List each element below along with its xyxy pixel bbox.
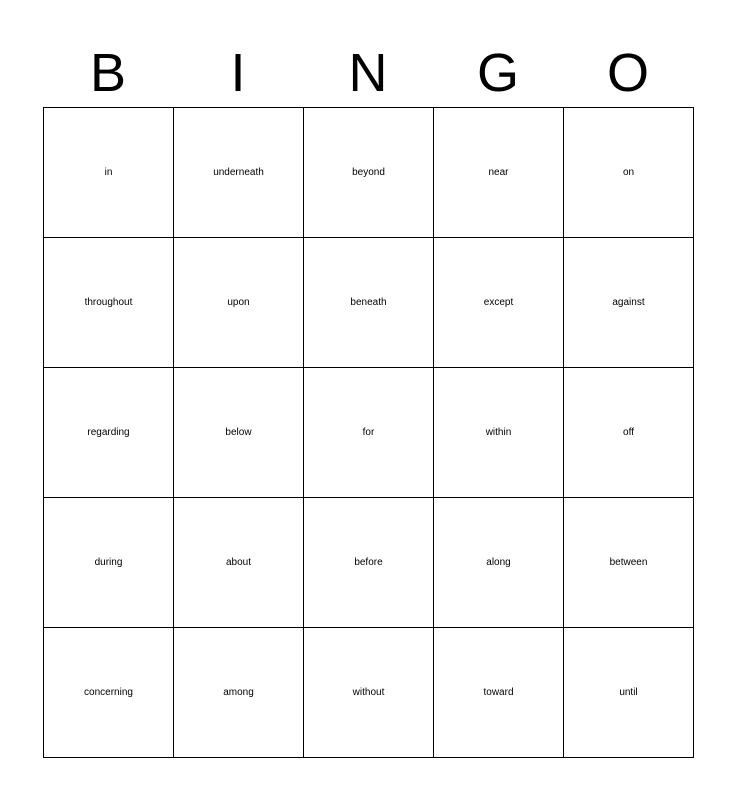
bingo-cell[interactable]: until	[563, 627, 694, 758]
bingo-cell[interactable]: within	[433, 367, 564, 498]
bingo-cell[interactable]: toward	[433, 627, 564, 758]
bingo-cell[interactable]: during	[43, 497, 174, 628]
bingo-cell[interactable]: throughout	[43, 237, 174, 368]
header-letter-n: N	[348, 43, 388, 103]
bingo-cell[interactable]: upon	[173, 237, 304, 368]
bingo-cell[interactable]: regarding	[43, 367, 174, 498]
bingo-board	[43, 107, 693, 757]
header-letter-g: G	[476, 43, 519, 103]
bingo-cell[interactable]: underneath	[173, 107, 304, 238]
bingo-cell[interactable]: for	[303, 367, 434, 498]
header-letter-b: B	[89, 43, 127, 103]
bingo-cell[interactable]: between	[563, 497, 694, 628]
bingo-cell[interactable]: on	[563, 107, 694, 238]
bingo-cell[interactable]: before	[303, 497, 434, 628]
bingo-cell[interactable]: near	[433, 107, 564, 238]
header-letter-i: I	[230, 43, 246, 103]
bingo-cell[interactable]: below	[173, 367, 304, 498]
bingo-cell[interactable]: among	[173, 627, 304, 758]
bingo-cell[interactable]: in	[43, 107, 174, 238]
bingo-cell[interactable]: against	[563, 237, 694, 368]
bingo-cell[interactable]: about	[173, 497, 304, 628]
bingo-cell[interactable]: without	[303, 627, 434, 758]
bingo-cell[interactable]: beneath	[303, 237, 434, 368]
bingo-cell[interactable]: concerning	[43, 627, 174, 758]
bingo-cell[interactable]: along	[433, 497, 564, 628]
header-letter-o: O	[606, 43, 649, 103]
bingo-header	[43, 40, 693, 106]
bingo-cell[interactable]: beyond	[303, 107, 434, 238]
bingo-cell[interactable]: except	[433, 237, 564, 368]
bingo-cell[interactable]: off	[563, 367, 694, 498]
